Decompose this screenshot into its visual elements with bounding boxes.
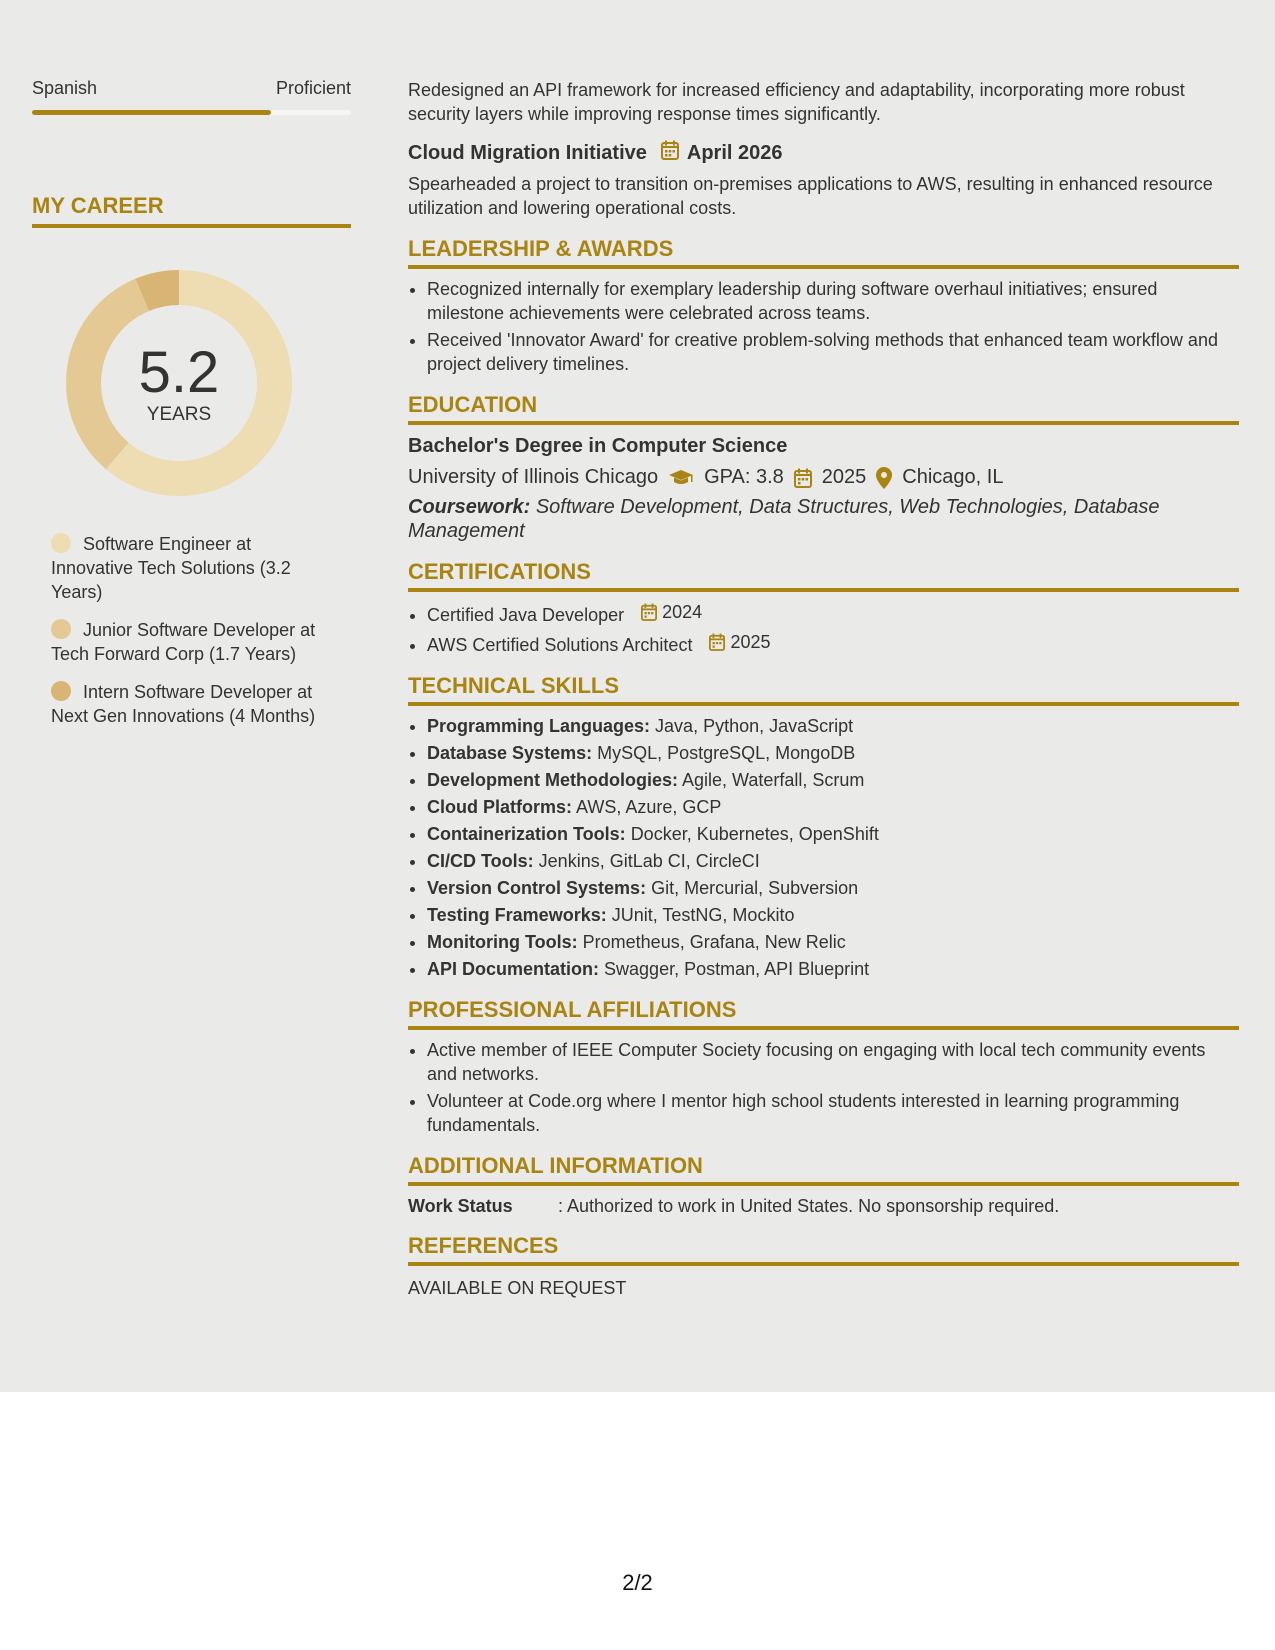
certification-date xyxy=(709,630,770,654)
career-legend xyxy=(51,532,331,728)
leadership-section-title: LEADERSHIP & AWARDS xyxy=(408,236,1239,269)
skill-value: AWS, Azure, GCP xyxy=(576,797,722,817)
legend-dot-1 xyxy=(51,533,71,553)
work-status-value: : Authorized to work in United States. No sponsorship required. xyxy=(558,1196,1060,1216)
calendar-icon xyxy=(794,468,812,488)
project-title: Cloud Migration Initiative xyxy=(408,141,647,164)
education-gpa: GPA: 3.8 xyxy=(704,466,784,488)
education-school: University of Illinois Chicago xyxy=(408,466,659,488)
skill-label: Development Methodologies: xyxy=(427,770,679,790)
location-pin-icon xyxy=(876,467,892,489)
work-status-label: Work Status xyxy=(408,1196,513,1216)
skill-label: Monitoring Tools: xyxy=(427,932,578,952)
coursework-text: Software Development, Data Structures, Web Technologies, Database Management xyxy=(408,496,1160,542)
list-item xyxy=(427,600,1239,627)
skill-label: CI/CD Tools: xyxy=(427,851,534,871)
calendar-icon xyxy=(641,603,657,621)
skill-value: Jenkins, GitLab CI, CircleCI xyxy=(538,851,760,871)
certifications-section-title: CERTIFICATIONS xyxy=(408,559,1239,592)
skill-label: Containerization Tools: xyxy=(427,824,626,844)
career-legend-item xyxy=(51,618,331,666)
skill-label: Database Systems: xyxy=(427,743,593,763)
skill-value: JUnit, TestNG, Mockito xyxy=(611,905,795,925)
career-donut-center xyxy=(66,340,292,426)
career-donut-chart xyxy=(66,270,292,496)
main-column xyxy=(408,78,1239,1299)
sidebar xyxy=(32,78,351,742)
education-year: 2025 xyxy=(821,466,867,488)
list-item: • Volunteer at Code.org where I mentor high school students interested in learning programming fundamentals. xyxy=(427,1089,1239,1137)
career-legend-item xyxy=(51,532,331,604)
career-legend-item xyxy=(51,680,331,728)
affiliations-section-title: PROFESSIONAL AFFILIATIONS xyxy=(408,997,1239,1030)
affiliations-list xyxy=(408,1038,1239,1137)
career-legend-label: Intern Software Developer at Next Gen Innovations (4 Months) xyxy=(51,682,316,726)
project-title-row xyxy=(408,140,1239,166)
project-description: Spearheaded a project to transition on-premises applications to AWS, resulting in enhanced resource utilization and lowering operational costs. xyxy=(408,174,1213,218)
skill-value: Java, Python, JavaScript xyxy=(655,716,854,736)
skill-value: MySQL, PostgreSQL, MongoDB xyxy=(597,743,856,763)
calendar-icon xyxy=(661,140,679,166)
certification-year: 2025 xyxy=(730,632,771,652)
certification-name: AWS Certified Solutions Architect xyxy=(427,635,693,655)
skill-label: Version Control Systems: xyxy=(427,878,647,898)
skill-value: Swagger, Postman, API Blueprint xyxy=(604,959,870,979)
coursework-label: Coursework: xyxy=(408,496,531,518)
list-item xyxy=(427,903,1239,927)
list-item xyxy=(427,768,1239,792)
language-proficiency-fill xyxy=(32,110,271,115)
certifications-list xyxy=(408,600,1239,657)
certification-year: 2024 xyxy=(662,602,703,622)
career-legend-label: Software Engineer at Innovative Tech Solutions (3.2 Years) xyxy=(51,534,291,602)
career-legend-label: Junior Software Developer at Tech Forward Corp (1.7 Years) xyxy=(51,620,316,664)
skill-value: Git, Mercurial, Subversion xyxy=(651,878,859,898)
certification-date xyxy=(641,600,702,624)
certification-name: Certified Java Developer xyxy=(427,605,625,625)
language-name: Spanish xyxy=(32,78,98,98)
skill-value: Docker, Kubernetes, OpenShift xyxy=(630,824,879,844)
skill-value: Agile, Waterfall, Scrum xyxy=(682,770,865,790)
list-item xyxy=(427,630,1239,657)
skill-label: Programming Languages: xyxy=(427,716,651,736)
career-total-unit: YEARS xyxy=(146,404,212,425)
education-meta-row xyxy=(408,466,1239,489)
project-date: April 2026 xyxy=(686,141,783,164)
language-row xyxy=(32,78,351,102)
education-section-title: EDUCATION xyxy=(408,392,1239,425)
skill-label: API Documentation: xyxy=(427,959,600,979)
graduation-cap-icon xyxy=(668,469,694,487)
work-status-row xyxy=(408,1196,1239,1217)
legend-dot-2 xyxy=(51,619,71,639)
list-item: • Received 'Innovator Award' for creative problem-solving methods that enhanced team workflow and project delivery timelines. xyxy=(427,328,1239,376)
project-intro-description: Redesigned an API framework for increased efficiency and adaptability, incorporating more robust security layers while improving response times significantly. xyxy=(408,80,1185,124)
list-item xyxy=(427,876,1239,900)
skill-value: Prometheus, Grafana, New Relic xyxy=(582,932,846,952)
skills-list xyxy=(408,714,1239,981)
references-section-title: REFERENCES xyxy=(408,1233,1239,1266)
list-item xyxy=(427,930,1239,954)
skill-label: Testing Frameworks: xyxy=(427,905,607,925)
page-number: 2/2 xyxy=(622,1570,653,1595)
list-item: • Recognized internally for exemplary leadership during software overhaul initiatives; ensured milestone achievements were celebrated across teams. xyxy=(427,277,1239,325)
education-location: Chicago, IL xyxy=(902,466,1004,488)
additional-info-section-title: ADDITIONAL INFORMATION xyxy=(408,1153,1239,1186)
skill-label: Cloud Platforms: xyxy=(427,797,573,817)
skills-section-title: TECHNICAL SKILLS xyxy=(408,673,1239,706)
career-section-title: MY CAREER xyxy=(32,193,351,228)
list-item xyxy=(427,741,1239,765)
references-text: AVAILABLE ON REQUEST xyxy=(408,1278,627,1298)
language-proficiency-bar xyxy=(32,110,351,115)
list-item xyxy=(427,714,1239,738)
list-item xyxy=(427,957,1239,981)
list-item xyxy=(427,822,1239,846)
calendar-icon xyxy=(709,633,725,651)
legend-dot-3 xyxy=(51,681,71,701)
education-coursework xyxy=(408,495,1239,543)
leadership-list xyxy=(408,277,1239,376)
language-level: Proficient xyxy=(275,78,351,98)
career-total-years: 5.2 xyxy=(138,340,220,405)
list-item: • Active member of IEEE Computer Society focusing on engaging with local tech community events and networks. xyxy=(427,1038,1239,1086)
education-degree: Bachelor's Degree in Computer Science xyxy=(408,435,788,457)
list-item xyxy=(427,849,1239,873)
list-item xyxy=(427,795,1239,819)
